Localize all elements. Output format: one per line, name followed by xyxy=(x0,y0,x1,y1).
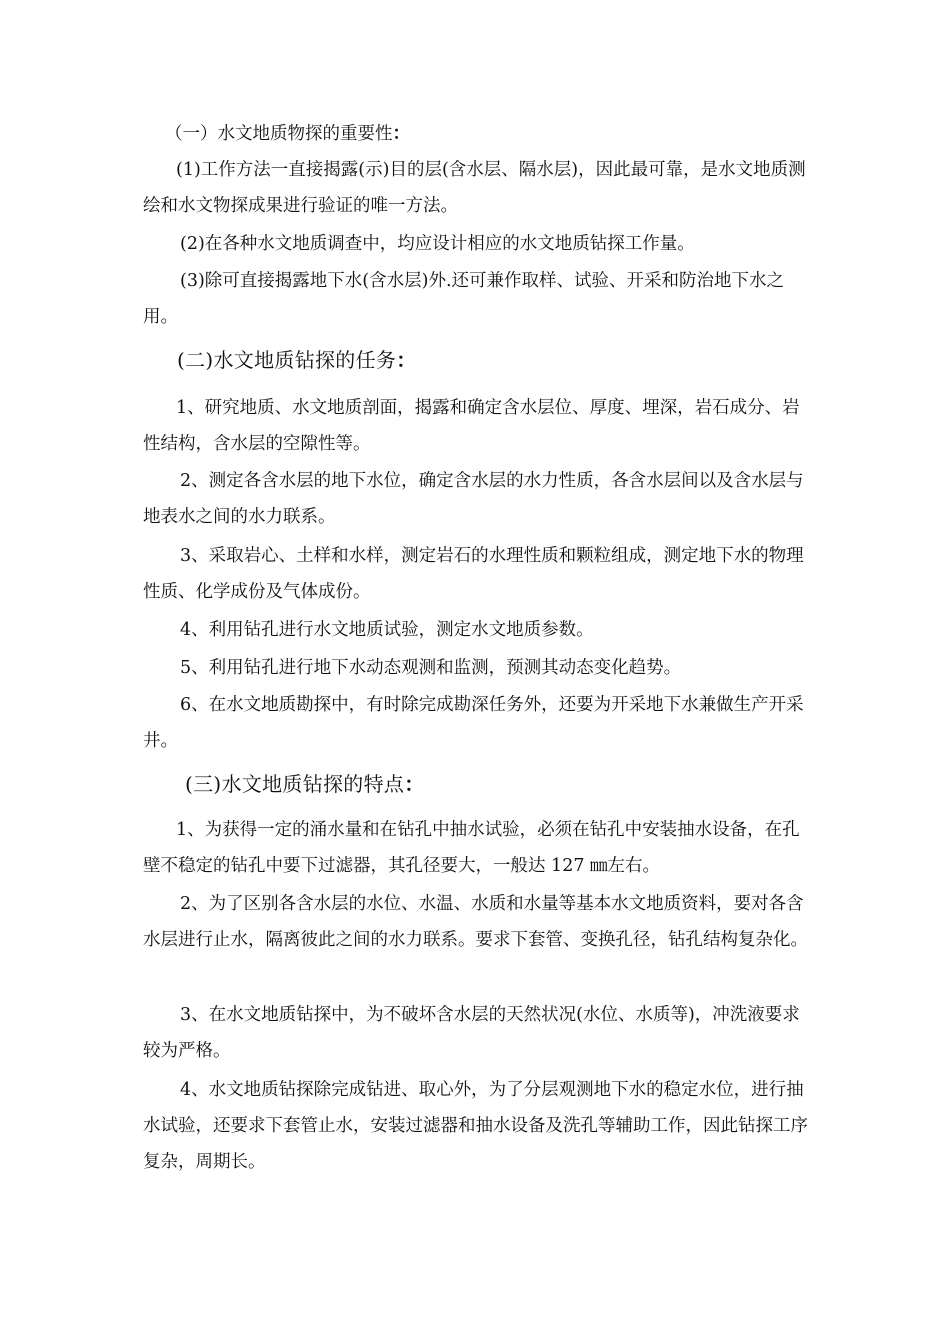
section-3-item-1: 1、为获得一定的涌水量和在钻孔中抽水试验，必须在钻孔中安装抽水设备，在孔壁不稳定的钻孔中要下过滤器，其孔径要大，一般达 127 ㎜左右。 xyxy=(143,820,800,876)
section-3-item-2: 2、为了区别各含水层的水位、水温、水质和水量等基本水文地质资料，要对各含水层进行止水，隔离彼此之间的水力联系。要求下套管、变换孔径，钻孔结构复杂化。 xyxy=(143,894,808,950)
section-2-heading xyxy=(143,342,808,378)
section-1-heading-colon: ： xyxy=(392,124,410,144)
section-1-item-2: (2)在各种水文地质调查中，均应设计相应的水文地质钻探工作量。 xyxy=(180,234,695,254)
section-2-item-2: 2、测定各含水层的地下水位，确定含水层的水力性质，各含水层间以及含水层与地表水之间的水力联系。 xyxy=(143,471,804,527)
section-1-heading-text: （一）水文地质物探的重要性 xyxy=(165,124,393,144)
section-2-item-6: 6、在水文地质勘探中，有时除完成勘深任务外，还要为开采地下水兼做生产开采井。 xyxy=(143,695,804,751)
section-1-item-1: (1)工作方法一直接揭露(示)目的层(含水层、隔水层)，因此最可靠，是水文地质测绘和水文物探成果进行验证的唯一方法。 xyxy=(143,160,806,216)
section-2-item-5: 5、利用钻孔进行地下水动态观测和监测，预测其动态变化趋势。 xyxy=(180,658,682,678)
section-1-item-3: (3)除可直接揭露地下水(含水层)外.还可兼作取样、试验、开采和防治地下水之用。 xyxy=(143,271,785,327)
section-2-heading-text: (二)水文地质钻探的任务 xyxy=(177,348,397,372)
section-2-item-3: 3、采取岩心、土样和水样，测定岩石的水理性质和颗粒组成，测定地下水的物理性质、化学成份及气体成份。 xyxy=(143,546,804,602)
section-2-item-1: 1、研究地质、水文地质剖面，揭露和确定含水层位、厚度、埋深，岩石成分、岩性结构，含水层的空隙性等。 xyxy=(143,398,800,454)
section-3-item-3: 3、在水文地质钻探中，为不破坏含水层的天然状况(水位、水质等)，冲洗液要求较为严格。 xyxy=(143,1005,800,1061)
section-2-heading-colon: ： xyxy=(396,348,417,372)
section-3-heading-colon: ： xyxy=(404,772,425,796)
section-1-heading xyxy=(143,116,808,152)
section-3-item-4: 4、水文地质钻探除完成钻进、取心外，为了分层观测地下水的稳定水位，进行抽水试验，还要求下套管止水，安装过滤器和抽水设备及洗孔等辅助工作，因此钻探工序复杂，周期长。 xyxy=(143,1080,808,1172)
section-2-item-4: 4、利用钻孔进行水文地质试验，测定水文地质参数。 xyxy=(180,620,594,640)
section-3-heading xyxy=(143,766,808,802)
section-3-heading-text: (三)水文地质钻探的特点 xyxy=(185,772,405,796)
